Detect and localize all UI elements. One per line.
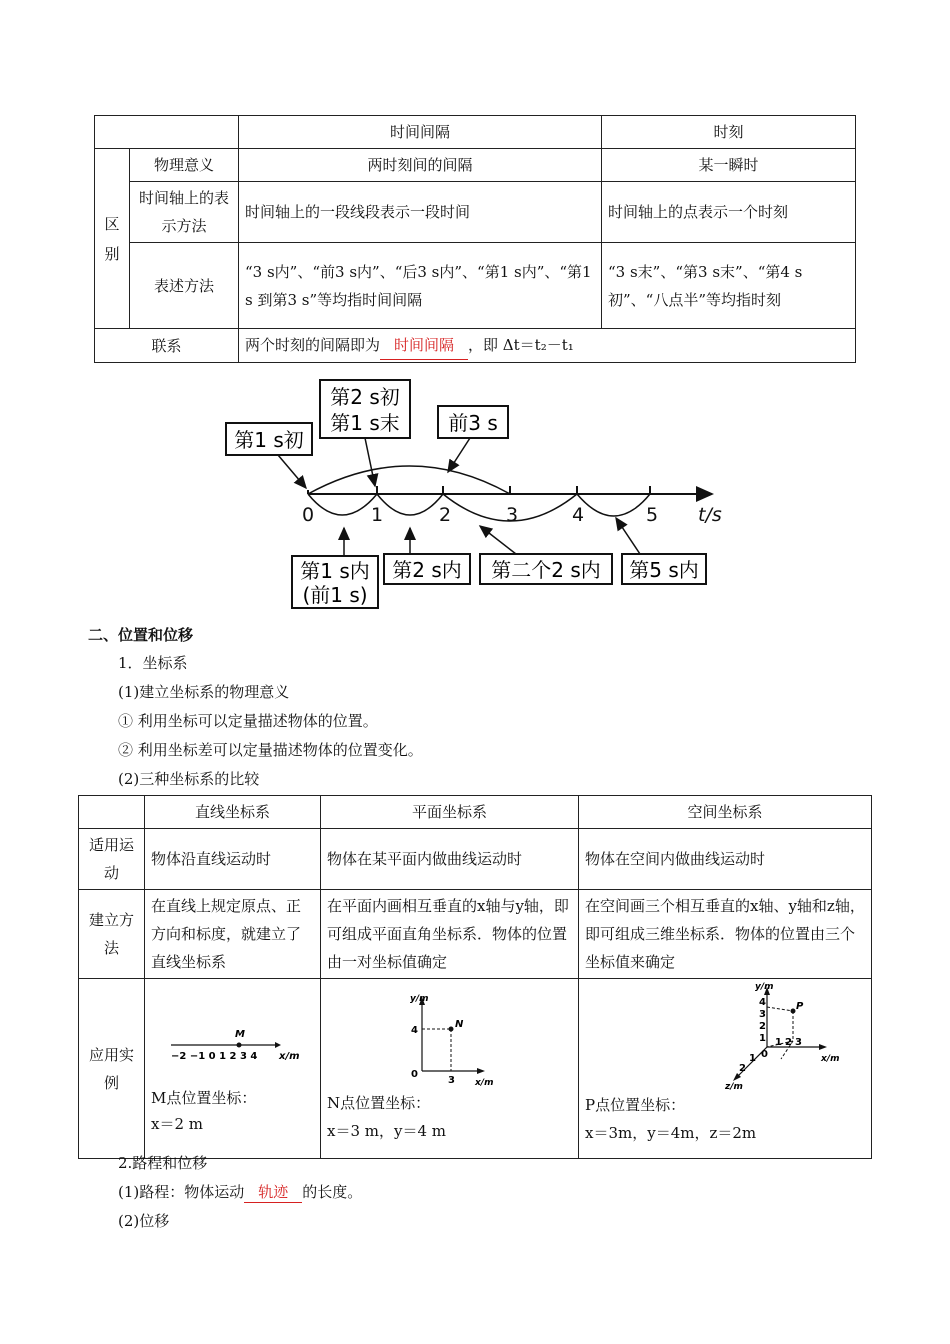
svg-text:z/m: z/m <box>725 1082 743 1091</box>
text-line: (2)位移 <box>118 1212 170 1230</box>
text-line: 1．坐标系 <box>118 654 188 672</box>
svg-text:第2 s初: 第2 s初 <box>330 385 400 409</box>
cell: 某一瞬时 <box>602 149 856 182</box>
answer-blank: 时间间隔 <box>380 331 468 360</box>
svg-text:3: 3 <box>795 1037 802 1048</box>
plane-coordinate-figure <box>327 989 567 1089</box>
arrow <box>448 438 470 472</box>
tick-label: 4 <box>571 504 585 526</box>
space-coordinate-figure <box>645 981 845 1091</box>
cell: 在平面内画相互垂直的x轴与y轴，即可组成平面直角坐标系．物体的位置由一对坐标值确定 <box>321 890 579 979</box>
tick-label: 0 <box>301 504 315 526</box>
svg-text:第1 s内: 第1 s内 <box>300 559 370 583</box>
row-label: 应用实例 <box>79 979 145 1159</box>
col-header: 空间坐标系 <box>579 796 872 829</box>
time-comparison-table <box>94 115 856 363</box>
tick-label: 5 <box>645 504 659 526</box>
svg-text:x/m: x/m <box>821 1054 840 1064</box>
svg-text:x/m: x/m <box>279 1051 300 1062</box>
cell: “3 s末”、“第3 s末”、“第4 s初”、“八点半”等均指时刻 <box>602 243 856 329</box>
example-1d <box>145 979 321 1159</box>
svg-text:第2 s内: 第2 s内 <box>392 558 462 582</box>
col-header-interval: 时间间隔 <box>239 116 602 149</box>
caption: N点位置坐标： <box>327 1094 431 1112</box>
tick-label: 2 <box>438 504 452 526</box>
svg-text:前3 s: 前3 s <box>448 411 498 435</box>
answer-blank: 轨迹 <box>244 1182 302 1203</box>
svg-text:4: 4 <box>759 997 766 1008</box>
text-line: (1)路程：物体运动 轨迹 的长度。 <box>118 1183 363 1201</box>
svg-text:0: 0 <box>761 1049 768 1060</box>
svg-text:(前1 s): (前1 s) <box>302 583 368 607</box>
text-line: ② 利用坐标差可以定量描述物体的位置变化。 <box>118 741 423 759</box>
text-line: 2.路程和位移 <box>118 1154 208 1172</box>
cell: 两时刻间的间隔 <box>239 149 602 182</box>
cell: 物体在某平面内做曲线运动时 <box>321 829 579 890</box>
row-label: 表述方法 <box>130 243 239 329</box>
value: x＝3m，y＝4m，z＝2m <box>585 1124 757 1142</box>
axis-label: t/s <box>698 504 722 526</box>
svg-text:x/m: x/m <box>475 1078 494 1088</box>
arrow <box>480 526 516 554</box>
cell: “3 s内”、“前3 s内”、“后3 s内”、“第1 s内”、“第1 s 到第3 s”等均指时间间隔 <box>239 243 602 329</box>
interval-arcs <box>308 494 650 521</box>
cell: 在空间画三个相互垂直的x轴、y轴和z轴，即可组成三维坐标系．物体的位置由三个坐标值来确定 <box>579 890 872 979</box>
row-label: 适用运动 <box>79 829 145 890</box>
svg-text:1: 1 <box>775 1037 782 1048</box>
axis-ticks <box>308 486 650 494</box>
col-header-moment: 时刻 <box>602 116 856 149</box>
svg-text:第5 s内: 第5 s内 <box>629 558 699 582</box>
arrow <box>616 518 640 554</box>
example-2d <box>321 979 579 1159</box>
arrow <box>278 455 306 488</box>
example-3d <box>579 979 872 1159</box>
arrow <box>365 438 375 486</box>
cell: 在直线上规定原点、正方向和标度，就建立了直线坐标系 <box>145 890 321 979</box>
row-label: 物理意义 <box>130 149 239 182</box>
svg-text:0: 0 <box>411 1069 418 1080</box>
svg-text:2: 2 <box>739 1063 746 1074</box>
svg-text:P: P <box>796 1001 804 1012</box>
group-label: 区别 <box>95 149 130 329</box>
text-line: (1)建立坐标系的物理意义 <box>118 683 290 701</box>
svg-text:第1 s末: 第1 s末 <box>330 411 400 435</box>
line-coordinate-figure <box>151 1015 311 1085</box>
svg-text:M: M <box>235 1029 245 1040</box>
cell: 时间轴上的一段线段表示一段时间 <box>239 182 602 243</box>
value: x＝2 m <box>151 1115 203 1133</box>
link-cell: 两个时刻的间隔即为 时间间隔 ，即 Δt＝t₂－t₁ <box>239 329 856 363</box>
cell: 时间轴上的点表示一个时刻 <box>602 182 856 243</box>
svg-text:2: 2 <box>785 1037 792 1048</box>
svg-text:第1 s初: 第1 s初 <box>234 428 304 452</box>
svg-text:N: N <box>455 1019 464 1030</box>
tick-label: 3 <box>505 504 519 526</box>
section-title: 二、位置和位移 <box>88 626 194 644</box>
tick-label: 1 <box>370 504 384 526</box>
svg-text:y/m: y/m <box>755 982 774 992</box>
cell: 物体在空间内做曲线运动时 <box>579 829 872 890</box>
caption: P点位置坐标： <box>585 1096 686 1114</box>
row-label: 时间轴上的表示方法 <box>130 182 239 243</box>
svg-text:y/m: y/m <box>410 994 429 1004</box>
col-header: 直线坐标系 <box>145 796 321 829</box>
svg-text:3: 3 <box>759 1009 766 1020</box>
svg-text:第二个2 s内: 第二个2 s内 <box>491 558 601 582</box>
svg-text:3: 3 <box>448 1075 455 1086</box>
timeline-figure <box>220 378 730 610</box>
svg-text:1: 1 <box>749 1053 756 1064</box>
coordinate-systems-table <box>78 795 872 1159</box>
svg-text:−2 −1 0 1 2 3 4: −2 −1 0 1 2 3 4 <box>171 1051 258 1062</box>
row-label: 建立方法 <box>79 890 145 979</box>
caption: M点位置坐标： <box>151 1089 257 1107</box>
svg-text:4: 4 <box>411 1025 418 1036</box>
svg-text:1: 1 <box>759 1033 766 1044</box>
col-header: 平面坐标系 <box>321 796 579 829</box>
cell: 物体沿直线运动时 <box>145 829 321 890</box>
text-line: (2)三种坐标系的比较 <box>118 770 260 788</box>
link-label: 联系 <box>95 329 239 363</box>
text-line: ① 利用坐标可以定量描述物体的位置。 <box>118 712 378 730</box>
value: x＝3 m，y＝4 m <box>327 1122 447 1140</box>
first3-arc <box>308 466 510 494</box>
svg-text:2: 2 <box>759 1021 766 1032</box>
